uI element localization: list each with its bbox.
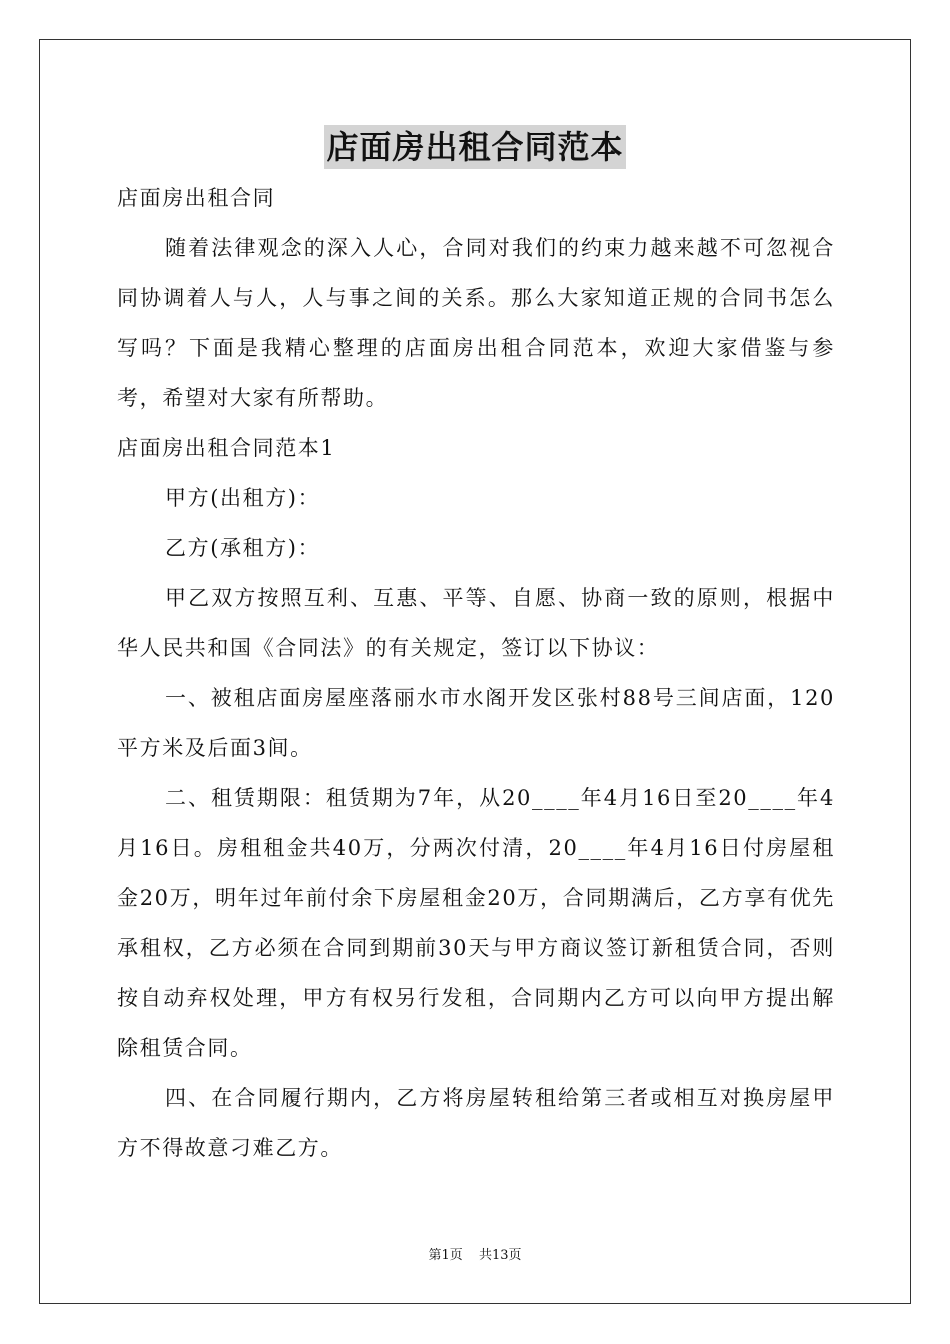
- document-body: [117, 173, 835, 1173]
- page-number: 第1页: [428, 1248, 463, 1263]
- agreement-paragraph: 甲乙双方按照互利、互惠、平等、自愿、协商一致的原则，根据中华人民共和国《合同法》的有关规定，签订以下协议：: [117, 586, 835, 660]
- party-b-line: 乙方(承租方)：: [165, 536, 321, 560]
- intro-paragraph: 随着法律观念的深入人心，合同对我们的约束力越来越不可忽视合同协调着人与人，人与事之间的关系。那么大家知道正规的合同书怎么写吗？下面是我精心整理的店面房出租合同范本，欢迎大家借鉴与参考，希望对大家有所帮助。: [117, 236, 835, 410]
- party-a-line: 甲方(出租方)：: [165, 486, 321, 510]
- title-container: [0, 125, 950, 169]
- section-heading: 店面房出租合同: [117, 186, 276, 210]
- clause-2: 二、租赁期限：租赁期为7年，从20____年4月16日至20____年4月16日。房租租金共40万，分两次付清，20____年4月16日付房屋租金20万，明年过年前付余下房屋租金20万，合同期满后，乙方享有优先承租权，乙方必须在合同到期前30天与甲方商议签订新租赁合同，否则按自动弃权处理，甲方有权另行发租，合同期内乙方可以向甲方提出解除租赁合同。: [117, 786, 835, 1060]
- page-footer: [0, 1246, 950, 1266]
- page-total: 共13页: [478, 1248, 522, 1263]
- document-title: 店面房出租合同范本: [324, 125, 625, 169]
- clause-4: 四、在合同履行期内，乙方将房屋转租给第三者或相互对换房屋甲方不得故意刁难乙方。: [117, 1086, 835, 1160]
- section-heading: 店面房出租合同范本1: [117, 436, 336, 460]
- clause-1: 一、被租店面房屋座落丽水市水阁开发区张村88号三间店面，120平方米及后面3间。: [117, 686, 835, 760]
